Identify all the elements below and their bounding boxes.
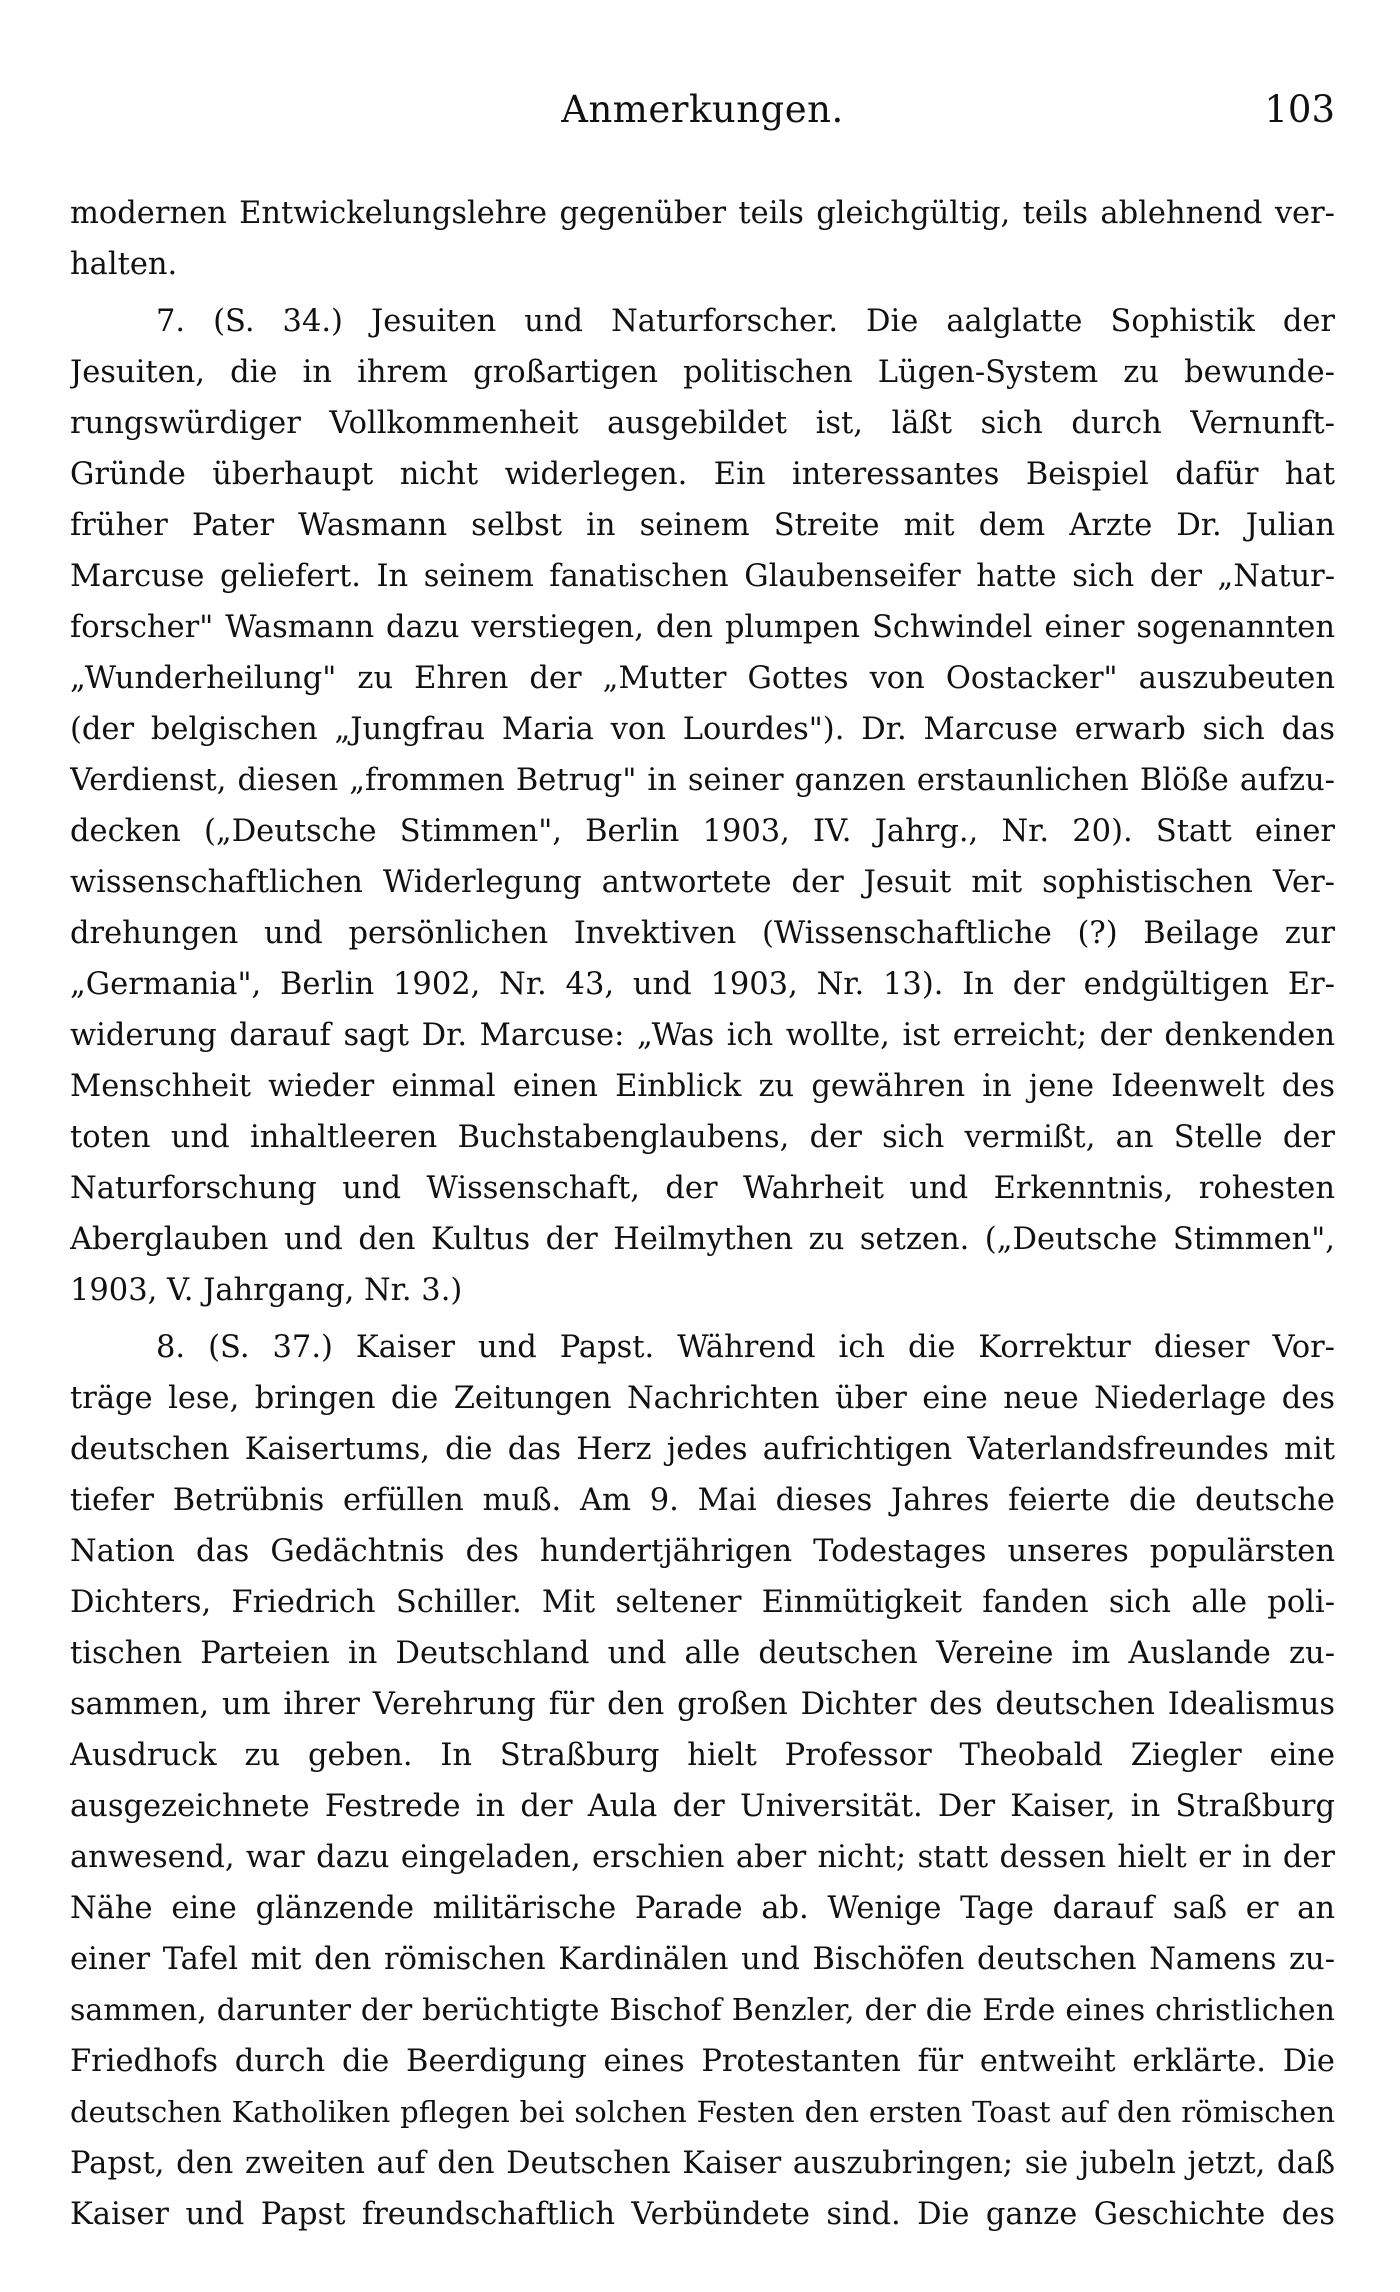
text-line: Marcuse geliefert. In seinem fanatischen Glaubenseifer hatte sich der „Natur- (70, 559, 1335, 594)
text-line: Nation das Gedächtnis des hundertjährigen Todestages unseres populärsten (70, 1534, 1335, 1569)
text-line: deutschen Kaisertums, die das Herz jedes aufrichtigen Vaterlandsfreundes mit (70, 1432, 1335, 1467)
text-line: einer Tafel mit den römischen Kardinälen und Bischöfen deutschen Namens zu- (70, 1942, 1335, 1977)
body-text (70, 188, 1335, 2240)
text-line: Menschheit wieder einmal einen Einblick zu gewähren in jene Ideenwelt des (70, 1069, 1335, 1104)
text-line: träge lese, bringen die Zeitungen Nachrichten über eine neue Niederlage des (70, 1381, 1335, 1416)
text-line: wissenschaftlichen Widerlegung antwortete der Jesuit mit sophistischen Ver- (70, 865, 1335, 900)
text-line: Aberglauben und den Kultus der Heilmythen zu setzen. („Deutsche Stimmen", (70, 1222, 1335, 1257)
text-line: deutschen Katholiken pflegen bei solchen Festen den ersten Toast auf den römischen (70, 2095, 1335, 2129)
text-line: früher Pater Wasmann selbst in seinem Streite mit dem Arzte Dr. Julian (70, 508, 1335, 543)
text-line: Papst, den zweiten auf den Deutschen Kaiser auszubringen; sie jubeln jetzt, daß (70, 2146, 1335, 2181)
text-line: Nähe eine glänzende militärische Parade ab. Wenige Tage darauf saß er an (70, 1891, 1335, 1926)
text-line: toten und inhaltleeren Buchstabenglaubens, der sich vermißt, an Stelle der (70, 1120, 1335, 1155)
page-header (70, 88, 1335, 148)
text-line: tiefer Betrübnis erfüllen muß. Am 9. Mai dieses Jahres feierte die deutsche (70, 1483, 1335, 1518)
note-7-heading-line: 7. (S. 34.) Jesuiten und Naturforscher. Die aalglatte Sophistik der (156, 304, 1335, 339)
text-line: sammen, darunter der berüchtigte Bischof Benzler, der die Erde eines christlichen (70, 1993, 1335, 2028)
text-line: „Wunderheilung" zu Ehren der „Mutter Gottes von Oostacker" auszubeuten (70, 661, 1335, 696)
text-line: anwesend, war dazu eingeladen, erschien aber nicht; statt dessen hielt er in der (70, 1840, 1335, 1875)
text-line: rungswürdiger Vollkommenheit ausgebildet ist, läßt sich durch Vernunft- (70, 406, 1335, 441)
text-line: halten. (70, 247, 178, 282)
text-line: Friedhofs durch die Beerdigung eines Protestanten für entweiht erklärte. Die (70, 2044, 1335, 2079)
text-line: sammen, um ihrer Verehrung für den großen Dichter des deutschen Idealismus (70, 1687, 1335, 1722)
note-8-heading-line: 8. (S. 37.) Kaiser und Papst. Während ich die Korrektur dieser Vor- (156, 1330, 1335, 1365)
text-line: tischen Parteien in Deutschland und alle deutschen Vereine im Auslande zu- (70, 1636, 1335, 1671)
text-line: Dichters, Friedrich Schiller. Mit seltener Einmütigkeit fanden sich alle poli- (70, 1585, 1335, 1620)
page-number: 103 (1264, 88, 1335, 131)
text-line: Ausdruck zu geben. In Straßburg hielt Professor Theobald Ziegler eine (70, 1738, 1335, 1773)
text-line: Jesuiten, die in ihrem großartigen politischen Lügen-System zu bewunde- (70, 355, 1335, 390)
text-line: Naturforschung und Wissenschaft, der Wahrheit und Erkenntnis, rohesten (70, 1171, 1335, 1206)
text-line: forscher" Wasmann dazu verstiegen, den plumpen Schwindel einer sogenannten (70, 610, 1335, 645)
running-head: Anmerkungen. (561, 88, 844, 131)
text-line: widerung darauf sagt Dr. Marcuse: „Was ich wollte, ist erreicht; der denkenden (70, 1018, 1335, 1053)
text-line: drehungen und persönlichen Invektiven (Wissenschaftliche (?) Beilage zur (70, 916, 1335, 951)
text-line: 1903, V. Jahrgang, Nr. 3.) (70, 1273, 463, 1308)
text-line: „Germania", Berlin 1902, Nr. 43, und 1903, Nr. 13). In der endgültigen Er- (70, 967, 1335, 1002)
text-line: modernen Entwickelungslehre gegenüber teils gleichgültig, teils ablehnend ver- (70, 196, 1335, 231)
text-line: decken („Deutsche Stimmen", Berlin 1903, IV. Jahrg., Nr. 20). Statt einer (70, 814, 1335, 849)
text-line: Verdienst, diesen „frommen Betrug" in seiner ganzen erstaunlichen Blöße aufzu- (70, 763, 1335, 798)
text-line: (der belgischen „Jungfrau Maria von Lourdes"). Dr. Marcuse erwarb sich das (70, 712, 1335, 747)
text-line: ausgezeichnete Festrede in der Aula der Universität. Der Kaiser, in Straßburg (70, 1789, 1335, 1824)
text-line: Gründe überhaupt nicht widerlegen. Ein interessantes Beispiel dafür hat (70, 457, 1335, 492)
text-line: Kaiser und Papst freundschaftlich Verbündete sind. Die ganze Geschichte des (70, 2197, 1335, 2232)
